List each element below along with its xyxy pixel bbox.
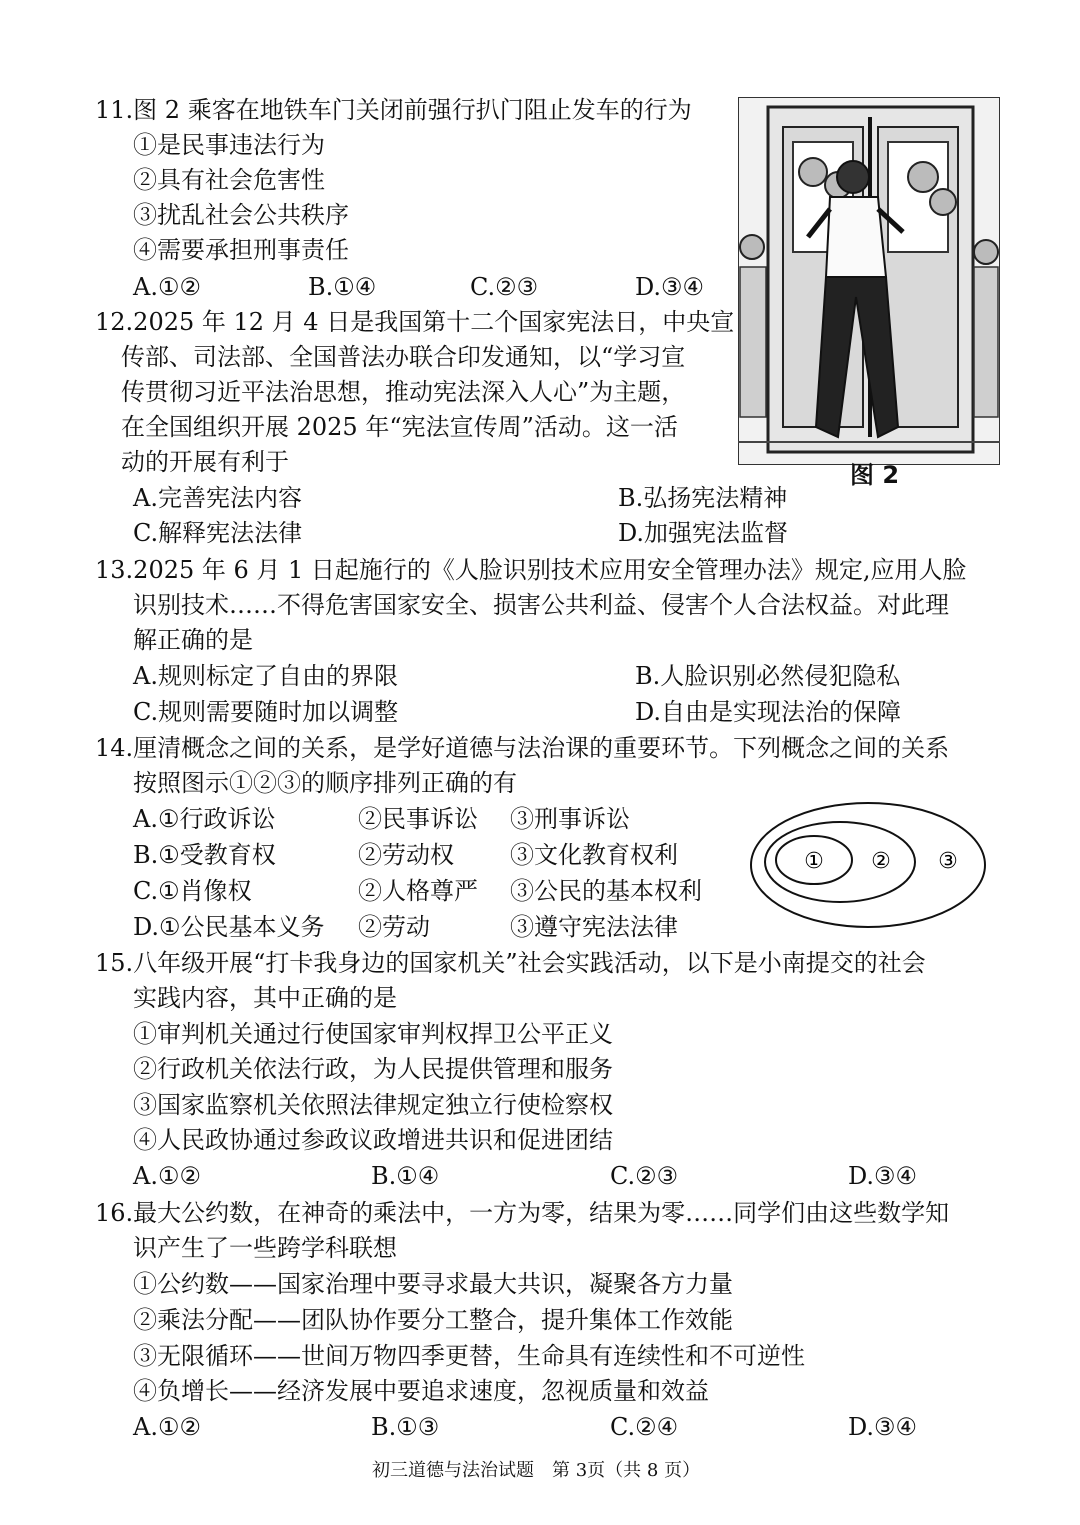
q16-option-c: C.②④: [610, 1413, 679, 1441]
ellipse-middle: [765, 822, 915, 902]
q14-row-d-col-2: ②劳动: [358, 913, 430, 941]
q15-option-c: C.②③: [610, 1162, 679, 1190]
q16-item-4: ④负增长——经济发展中要追求速度，忽视质量和效益: [133, 1377, 709, 1405]
figure-2-caption: 图 2: [850, 461, 900, 489]
q14-row-a-col-1: A.①行政诉讼: [133, 805, 276, 833]
q14-row-c-col-3: ③公民的基本权利: [510, 877, 702, 905]
q12-line-5: 动的开展有利于: [121, 448, 289, 476]
q15-item-1: ①审判机关通过行使国家审判权捍卫公平正义: [133, 1020, 613, 1048]
q12-line-3: 传贯彻习近平法治思想，推动宪法深入人心”为主题，: [121, 378, 686, 406]
q14-row-a-col-2: ②民事诉讼: [358, 805, 478, 833]
q16-option-d: D.③④: [848, 1413, 918, 1441]
q13-option-a: A.规则标定了自由的界限: [133, 662, 398, 690]
q15-line-1: 15.八年级开展“打卡我身边的国家机关”社会实践活动，以下是小南提交的社会: [95, 949, 926, 977]
q13-line-1: 13.2025 年 6 月 1 日起施行的《人脸识别技术应用安全管理办法》规定,应用人脸: [95, 556, 967, 584]
q11-option-d: D.③④: [635, 273, 705, 301]
diagram-label-3: ③: [938, 849, 958, 874]
q16-item-1: ①公约数——国家治理中要寻求最大共识，凝聚各方力量: [133, 1270, 733, 1298]
page-footer: 初三道德与法治试题 第 3页（共 8 页）: [372, 1460, 701, 1481]
q11-option-b: B.①④: [308, 273, 377, 301]
diagram-label-1: ①: [804, 849, 824, 874]
q11-option-a: A.①②: [133, 273, 201, 301]
q12-option-b: B.弘扬宪法精神: [618, 484, 788, 512]
q14-row-c-col-1: C.①肖像权: [133, 877, 252, 905]
q16-item-3: ③无限循环——世间万物四季更替，生命具有连续性和不可逆性: [133, 1342, 805, 1370]
q13-line-3: 解正确的是: [133, 626, 253, 654]
q11-option-c: C.②③: [470, 273, 539, 301]
q15-item-2: ②行政机关依法行政，为人民提供管理和服务: [133, 1055, 613, 1083]
diagram-label-2: ②: [871, 849, 891, 874]
q14-row-b-col-3: ③文化教育权利: [510, 841, 678, 869]
q12-line-4: 在全国组织开展 2025 年“宪法宣传周”活动。这一活: [121, 413, 678, 441]
q16-option-b: B.①③: [371, 1413, 440, 1441]
q15-item-4: ④人民政协通过参政议政增进共识和促进团结: [133, 1126, 613, 1154]
q14-row-c-col-2: ②人格尊严: [358, 877, 478, 905]
q16-item-2: ②乘法分配——团队协作要分工整合，提升集体工作效能: [133, 1306, 733, 1334]
q14-row-b-col-1: B.①受教育权: [133, 841, 276, 869]
q16-option-a: A.①②: [133, 1413, 201, 1441]
q12-line-2: 传部、司法部、全国普法办联合印发通知，以“学习宣: [121, 343, 686, 371]
q12-line-1: 12.2025 年 12 月 4 日是我国第十二个国家宪法日，中央宣: [95, 308, 735, 336]
q11-item-3: ③扰乱社会公共秩序: [133, 201, 349, 229]
q11-item-1: ①是民事违法行为: [133, 131, 325, 159]
q13-option-c: C.规则需要随时加以调整: [133, 698, 399, 726]
q14-row-d-col-1: D.①公民基本义务: [133, 913, 325, 941]
q14-nested-ellipse-diagram: [748, 800, 988, 930]
q13-option-b: B.人脸识别必然侵犯隐私: [635, 662, 901, 690]
q15-item-3: ③国家监察机关依照法律规定独立行使检察权: [133, 1091, 613, 1119]
q11-item-2: ②具有社会危害性: [133, 166, 325, 194]
q14-row-a-col-3: ③刑事诉讼: [510, 805, 630, 833]
q15-option-d: D.③④: [848, 1162, 918, 1190]
q13-option-d: D.自由是实现法治的保障: [635, 698, 902, 726]
q12-option-c: C.解释宪法法律: [133, 519, 303, 547]
q13-line-2: 识别技术……不得危害国家安全、损害公共利益、侵害个人合法权益。对此理: [133, 591, 949, 619]
figure-2-subway-illustration: [738, 97, 1000, 465]
subway-door-drawing: [738, 97, 1000, 465]
q12-option-d: D.加强宪法监督: [618, 519, 789, 547]
q14-row-d-col-3: ③遵守宪法法律: [510, 913, 678, 941]
q11-item-4: ④需要承担刑事责任: [133, 236, 349, 264]
q11-stem: 11.图 2 乘客在地铁车门关闭前强行扒门阻止发车的行为: [95, 96, 692, 124]
q15-line-2: 实践内容，其中正确的是: [133, 984, 397, 1012]
q15-option-a: A.①②: [133, 1162, 201, 1190]
q15-option-b: B.①④: [371, 1162, 440, 1190]
q14-row-b-col-2: ②劳动权: [358, 841, 454, 869]
q14-line-1: 14.厘清概念之间的关系，是学好道德与法治课的重要环节。下列概念之间的关系: [95, 734, 950, 762]
q16-line-2: 识产生了一些跨学科联想: [133, 1234, 397, 1262]
q12-option-a: A.完善宪法内容: [133, 484, 302, 512]
q16-line-1: 16.最大公约数，在神奇的乘法中，一方为零，结果为零……同学们由这些数学知: [95, 1199, 950, 1227]
q14-line-2: 按照图示①②③的顺序排列正确的有: [133, 769, 517, 797]
